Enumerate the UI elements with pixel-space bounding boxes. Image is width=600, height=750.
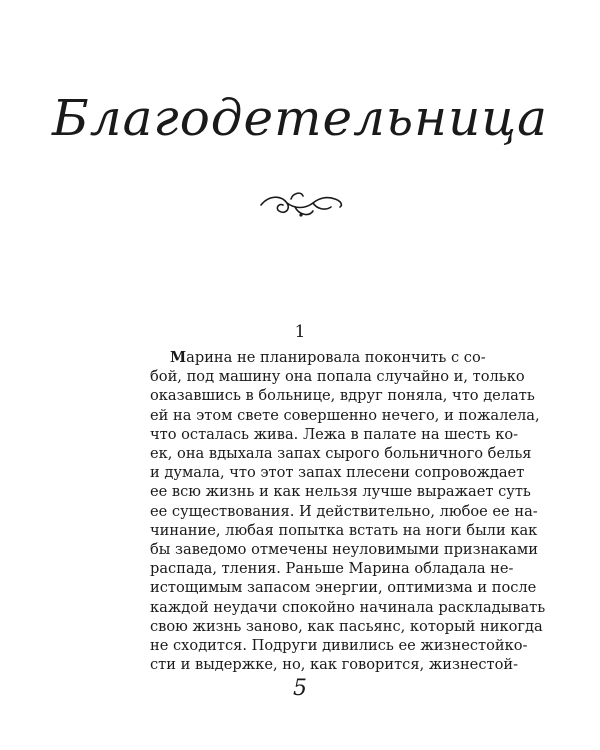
paragraph-line: распада, тления. Раньше Марина обладала не-: [150, 560, 514, 578]
paragraph-line: не сходится. Подруги дивились ее жизнестойко-: [150, 637, 528, 655]
page-number: 5: [293, 676, 307, 701]
paragraph-line: ек, она вдыхала запах сырого больничного белья: [150, 445, 532, 463]
paragraph-line: и думала, что этот запах плесени сопровождает: [150, 464, 525, 482]
paragraph-line: [150, 348, 486, 367]
paragraph-line: сти и выдержке, но, как говорится, жизнестой-: [150, 656, 519, 674]
paragraph-line: ей на этом свете совершенно нечего, и пожалела,: [150, 406, 540, 424]
paragraph-line: свою жизнь заново, как пасьянс, который никогда: [150, 617, 543, 635]
paragraph-line-text: арина не планировала покончить с со-: [186, 349, 486, 366]
paragraph-line: оказавшись в больнице, вдруг поняла, что делать: [150, 387, 535, 405]
paragraph-body: [150, 348, 546, 674]
paragraph-line: ее существования. И действительно, любое ее на-: [150, 502, 538, 520]
chapter-title: Благодетельница: [52, 89, 548, 147]
paragraph-line: каждой неудачи спокойно начинала раскладывать: [150, 598, 546, 616]
paragraph-line: что осталась жива. Лежа в палате на шесть ко-: [150, 425, 519, 443]
paragraph-line: истощимым запасом энергии, оптимизма и после: [150, 579, 537, 597]
paragraph-line: ее всю жизнь и как нельзя лучше выражает суть: [150, 483, 531, 501]
paragraph-line: чинание, любая попытка встать на ноги были как: [150, 521, 538, 539]
paragraph-line: бы заведомо отмечены неуловимыми признаками: [150, 541, 538, 559]
initial-letter: М: [170, 349, 187, 366]
section-number: 1: [294, 322, 306, 342]
flourish-ornament-icon: [255, 185, 347, 223]
paragraph-line: бой, под машину она попала случайно и, только: [150, 368, 525, 386]
